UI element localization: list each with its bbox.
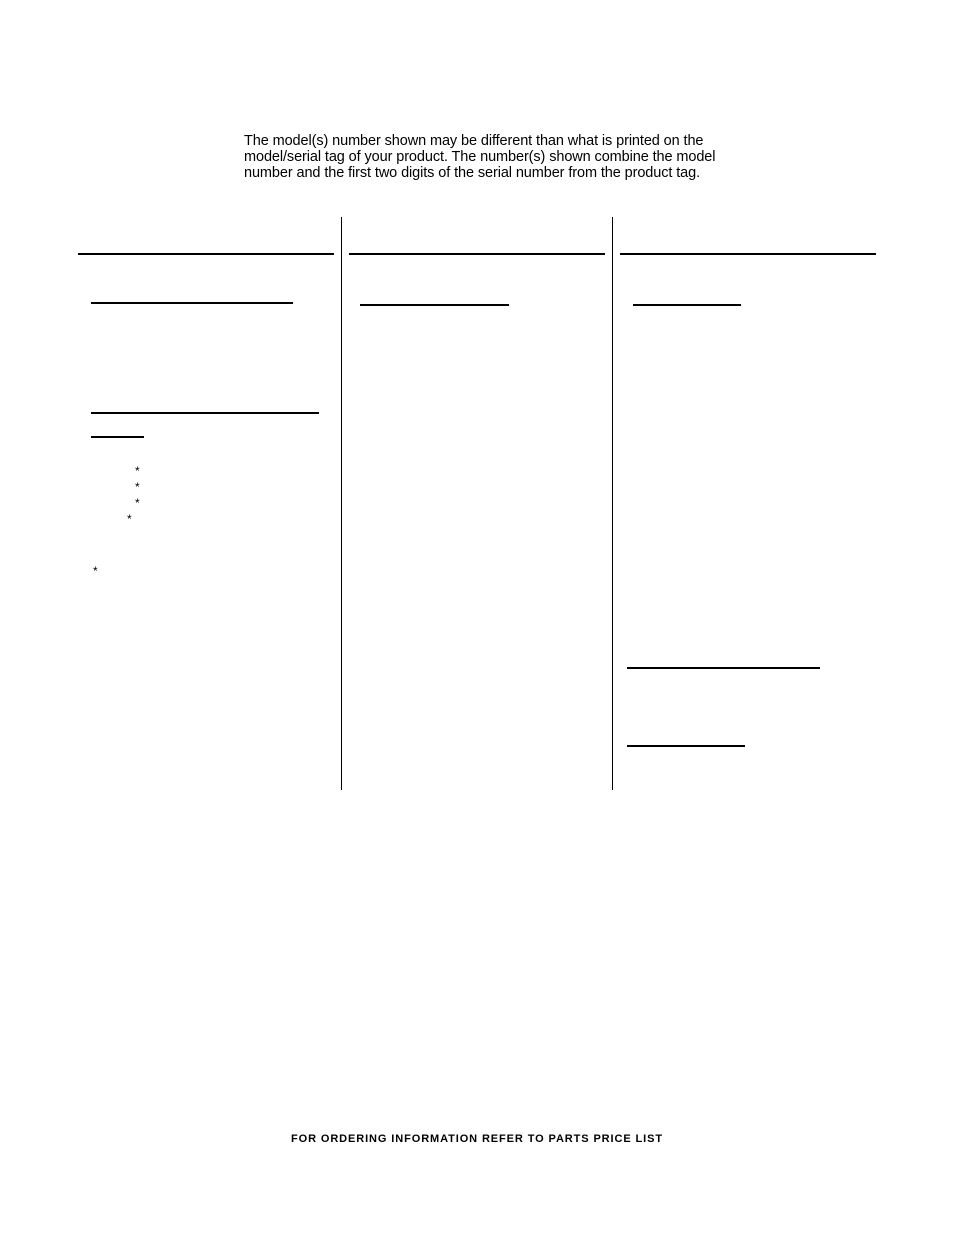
notice-line-3: number and the first two digits of the serial number from the product tag. <box>244 165 701 181</box>
column-3-section-rule-3 <box>627 745 745 747</box>
asterisk-marker-1: * <box>135 464 140 478</box>
model-number-notice <box>244 133 784 181</box>
column-2-section-rule-1 <box>360 304 509 306</box>
notice-line-2: model/serial tag of your product. The number(s) shown combine the model <box>244 149 716 165</box>
column-1-section-rule-3 <box>91 436 144 438</box>
asterisk-marker-3: * <box>135 496 140 510</box>
column-1-header-rule <box>78 253 334 255</box>
column-3-section-rule-1 <box>633 304 741 306</box>
column-3-header-rule <box>620 253 876 255</box>
column-divider-right <box>612 217 613 790</box>
notice-line-1: The model(s) number shown may be different than what is printed on the <box>244 133 704 149</box>
column-divider-left <box>341 217 342 790</box>
asterisk-marker-5: * <box>93 564 98 578</box>
column-3-section-rule-2 <box>627 667 820 669</box>
ordering-information-footer: FOR ORDERING INFORMATION REFER TO PARTS PRICE LIST <box>291 1133 663 1145</box>
column-2-header-rule <box>349 253 605 255</box>
column-1-section-rule-2 <box>91 412 319 414</box>
asterisk-marker-4: * <box>127 512 132 526</box>
column-1-section-rule-1 <box>91 302 293 304</box>
asterisk-marker-2: * <box>135 480 140 494</box>
